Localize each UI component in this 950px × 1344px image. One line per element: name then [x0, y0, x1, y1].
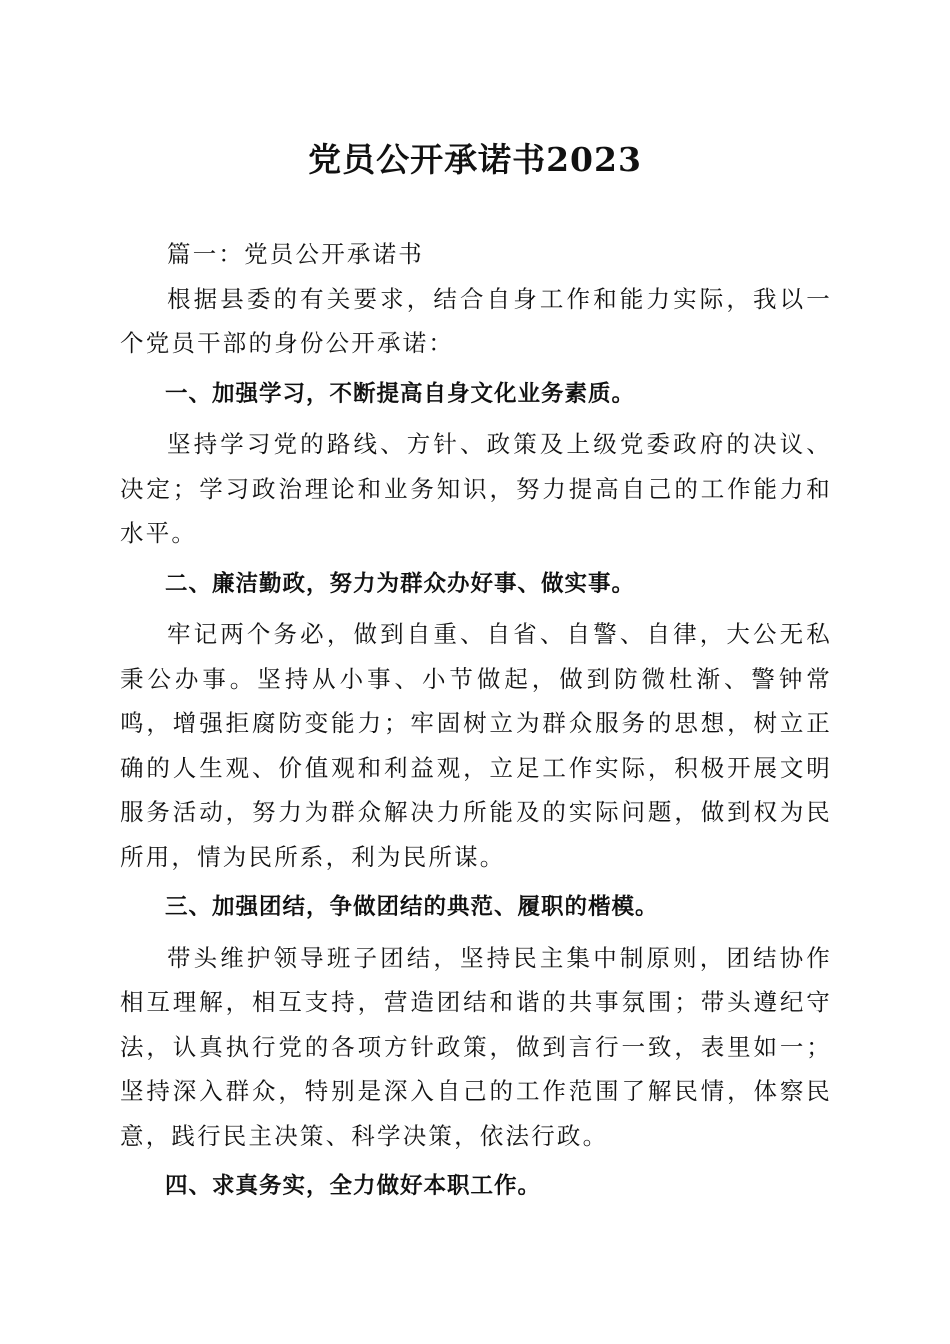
heading-4: 四、求真务实，全力做好本职工作。 [165, 1173, 542, 1199]
heading-1: 一、加强学习，不断提高自身文化业务素质。 [165, 380, 636, 407]
intro-paragraph: 根据县委的有关要求，结合自身工作和能力实际，我以一个党员干部的身份公开承诺： [120, 284, 832, 357]
document-body [120, 232, 832, 1215]
heading-2: 二、廉洁勤政，努力为群众办好事、做实事。 [165, 570, 636, 597]
paragraph-1: 坚持学习党的路线、方针、政策及上级党委政府的决议、决定；学习政治理论和业务知识，努力提高自己的工作能力和水平。 [120, 430, 832, 547]
section-label: 篇一：党员公开承诺书 [167, 240, 424, 268]
document-title: 党员公开承诺书2023 [308, 140, 642, 179]
paragraph-2: 牢记两个务必，做到自重、自省、自警、自律，大公无私秉公办事。坚持从小事、小节做起，做到防微杜渐、警钟常鸣，增强拒腐防变能力；牢固树立为群众服务的思想，树立正确的人生观、价值观和利益观，立足工作实际，积极开展文明服务活动，努力为群众解决力所能及的实际问题，做到权为民所用，情为民所系，利为民所谋。 [120, 620, 832, 871]
paragraph-3: 带头维护领导班子团结，坚持民主集中制原则，团结协作相互理解，相互支持，营造团结和谐的共事氛围；带头遵纪守法，认真执行党的各项方针政策，做到言行一致，表里如一；坚持深入群众，特别是深入自己的工作范围了解民情，体察民意，践行民主决策、科学决策，依法行政。 [120, 943, 832, 1150]
heading-3: 三、加强团结，争做团结的典范、履职的楷模。 [165, 894, 659, 920]
